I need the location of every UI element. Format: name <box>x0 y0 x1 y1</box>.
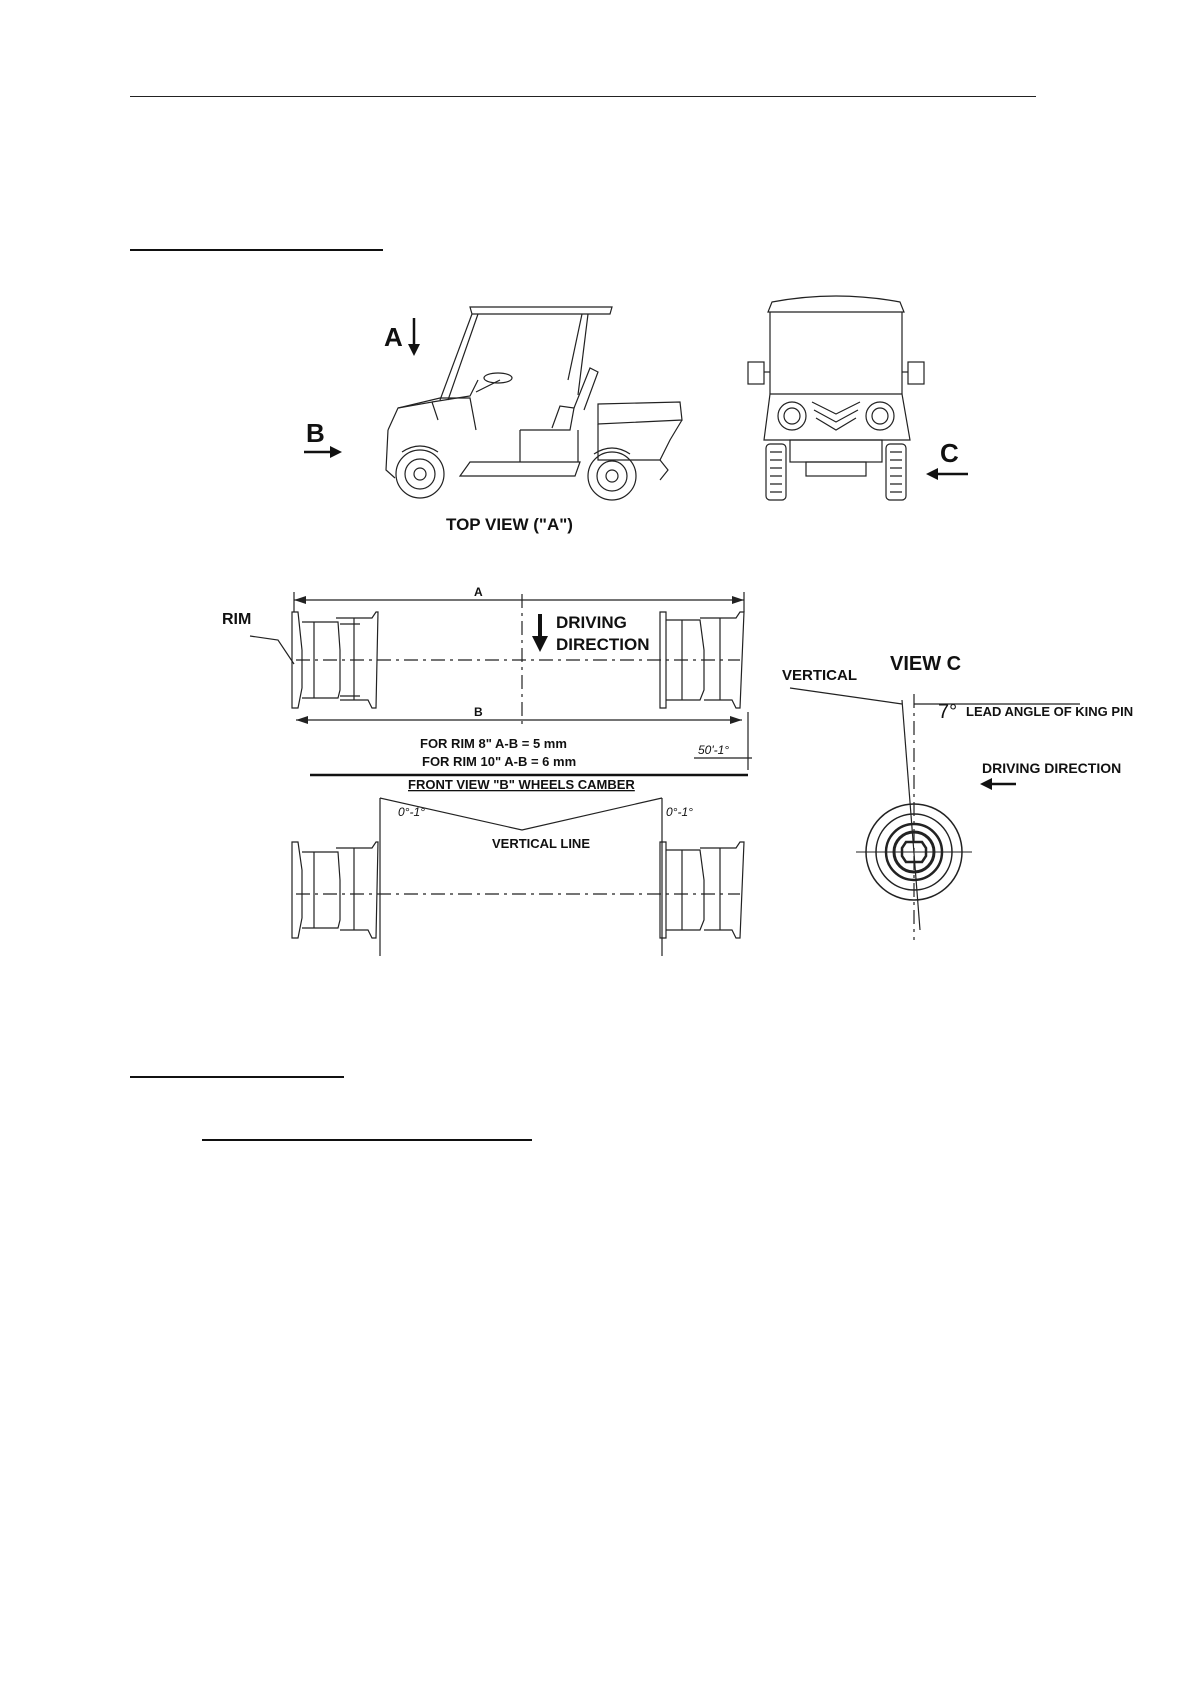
driving-label-2: DIRECTION <box>556 635 650 654</box>
driving-direction-c-arrow <box>980 778 992 790</box>
top-view-label: TOP VIEW ("A") <box>446 515 573 534</box>
lead-angle-label: LEAD ANGLE OF KING PIN <box>966 704 1134 719</box>
view-c-title: VIEW C <box>890 653 962 675</box>
driving-direction-c-label: DRIVING DIRECTION <box>982 760 1122 776</box>
view-c-diagram <box>782 653 1133 940</box>
driving-label-1: DRIVING <box>556 613 627 632</box>
vehicle-side-view <box>386 307 682 500</box>
arrow-c-label: C <box>940 438 959 468</box>
rim8-note: FOR RIM 8" A-B = 5 mm <box>420 736 567 751</box>
dimension-a-label: A <box>474 585 483 599</box>
vertical-leader <box>790 688 902 704</box>
view-arrow-b <box>304 418 342 458</box>
driving-direction-top <box>532 613 650 654</box>
view-arrow-a <box>384 318 420 356</box>
camber-angle-left: 0°-1° <box>398 805 425 819</box>
vertical-label: VERTICAL <box>782 667 857 684</box>
rim-left-bottom <box>292 842 378 938</box>
rim-label: RIM <box>222 611 252 628</box>
vehicle-front-view <box>748 296 924 500</box>
vertical-line-label: VERTICAL LINE <box>492 836 590 851</box>
lead-angle-value: 7° <box>938 701 958 723</box>
angle-50-label: 50'-1° <box>698 743 730 757</box>
rim-leader-line <box>250 636 294 664</box>
toe-diagram <box>222 585 752 792</box>
camber-angle-right: 0°-1° <box>666 805 693 819</box>
rim-right-bottom <box>660 842 744 938</box>
arrow-a-label: A <box>384 322 403 352</box>
view-arrow-c <box>926 438 968 480</box>
arrow-b-label: B <box>306 418 325 448</box>
dimension-b-label: B <box>474 705 483 719</box>
rim10-note: FOR RIM 10" A-B = 6 mm <box>422 754 577 769</box>
front-view-caption: FRONT VIEW "B" WHEELS CAMBER <box>408 777 635 792</box>
camber-diagram <box>292 798 744 956</box>
